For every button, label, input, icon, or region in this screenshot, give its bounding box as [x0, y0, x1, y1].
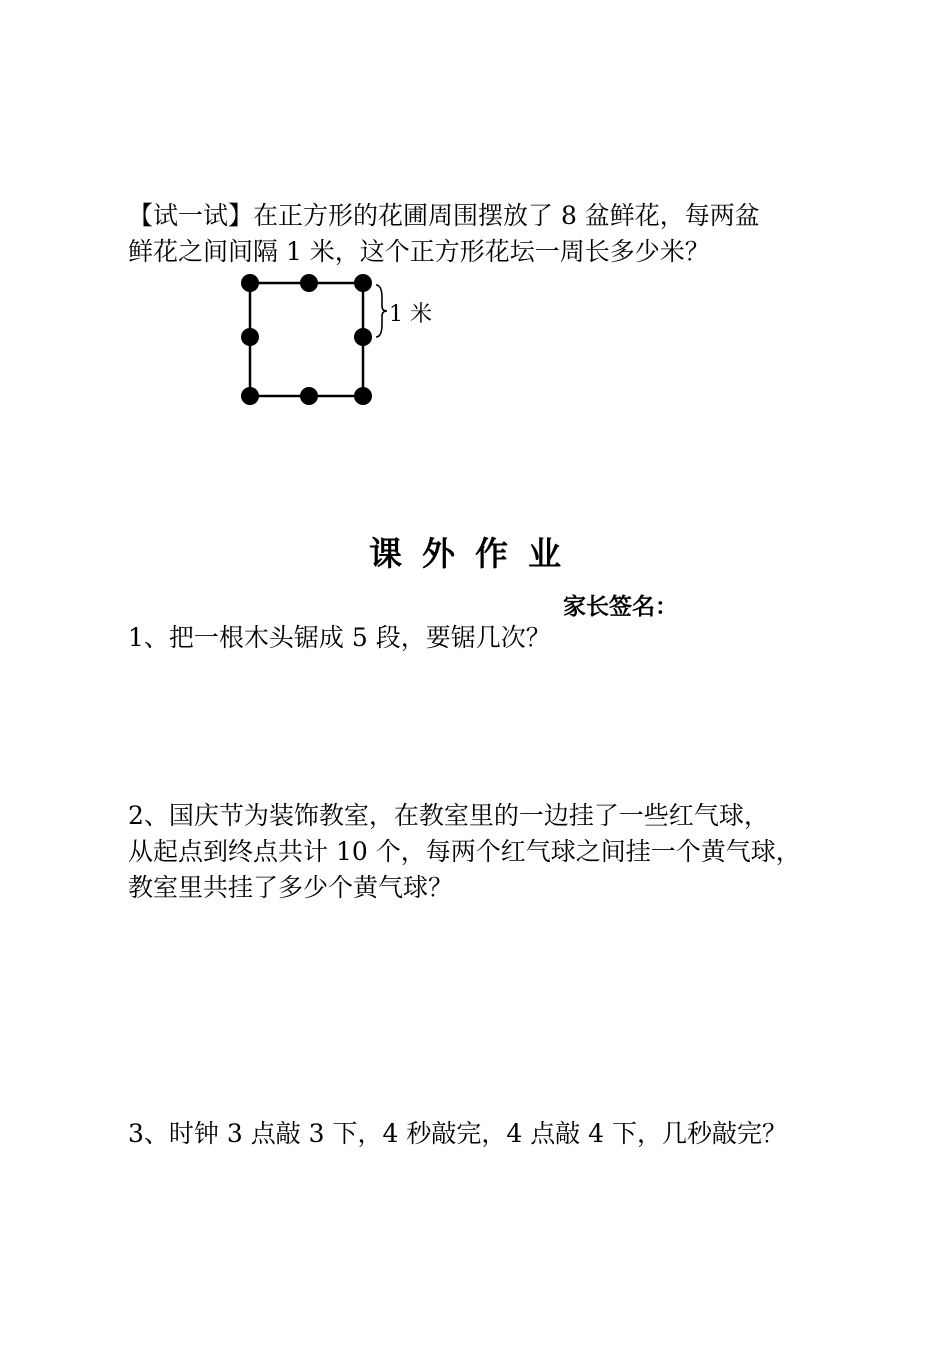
square-flowerbed-diagram — [232, 268, 442, 418]
flower-pot-dot — [300, 387, 318, 405]
flower-pot-dot — [241, 387, 259, 405]
try-it-line-2: 鲜花之间间隔 1 米，这个正方形花坛一周长多少米？ — [128, 237, 710, 266]
flower-pot-dot — [354, 328, 372, 346]
spacing-brace — [376, 285, 387, 337]
flower-pot-dot — [300, 274, 318, 292]
question-2-line-1: 2、国庆节为装饰教室，在教室里的一边挂了一些红气球， — [128, 801, 769, 830]
question-1: 1、把一根木头锯成 5 段，要锯几次？ — [128, 623, 551, 652]
question-2-line-2: 从起点到终点共计 10 个，每两个红气球之间挂一个黄气球， — [128, 837, 801, 866]
flower-pot-dot — [354, 387, 372, 405]
question-2-line-3: 教室里共挂了多少个黄气球？ — [128, 873, 454, 902]
flower-pot-dot — [354, 274, 372, 292]
homework-title: 课外作业 — [369, 534, 581, 573]
spacing-label: 1 米 — [389, 302, 432, 327]
flowerbed-square-outline — [250, 283, 363, 396]
flower-pot-dot — [241, 328, 259, 346]
parent-signature-label: 家长签名： — [563, 594, 678, 620]
question-3: 3、时钟 3 点敲 3 下，4 秒敲完，4 点敲 4 下，几秒敲完？ — [128, 1119, 788, 1148]
try-it-line-1: 【试一试】在正方形的花圃周围摆放了 8 盆鲜花，每两盆 — [128, 201, 760, 230]
flower-pot-dot — [241, 274, 259, 292]
